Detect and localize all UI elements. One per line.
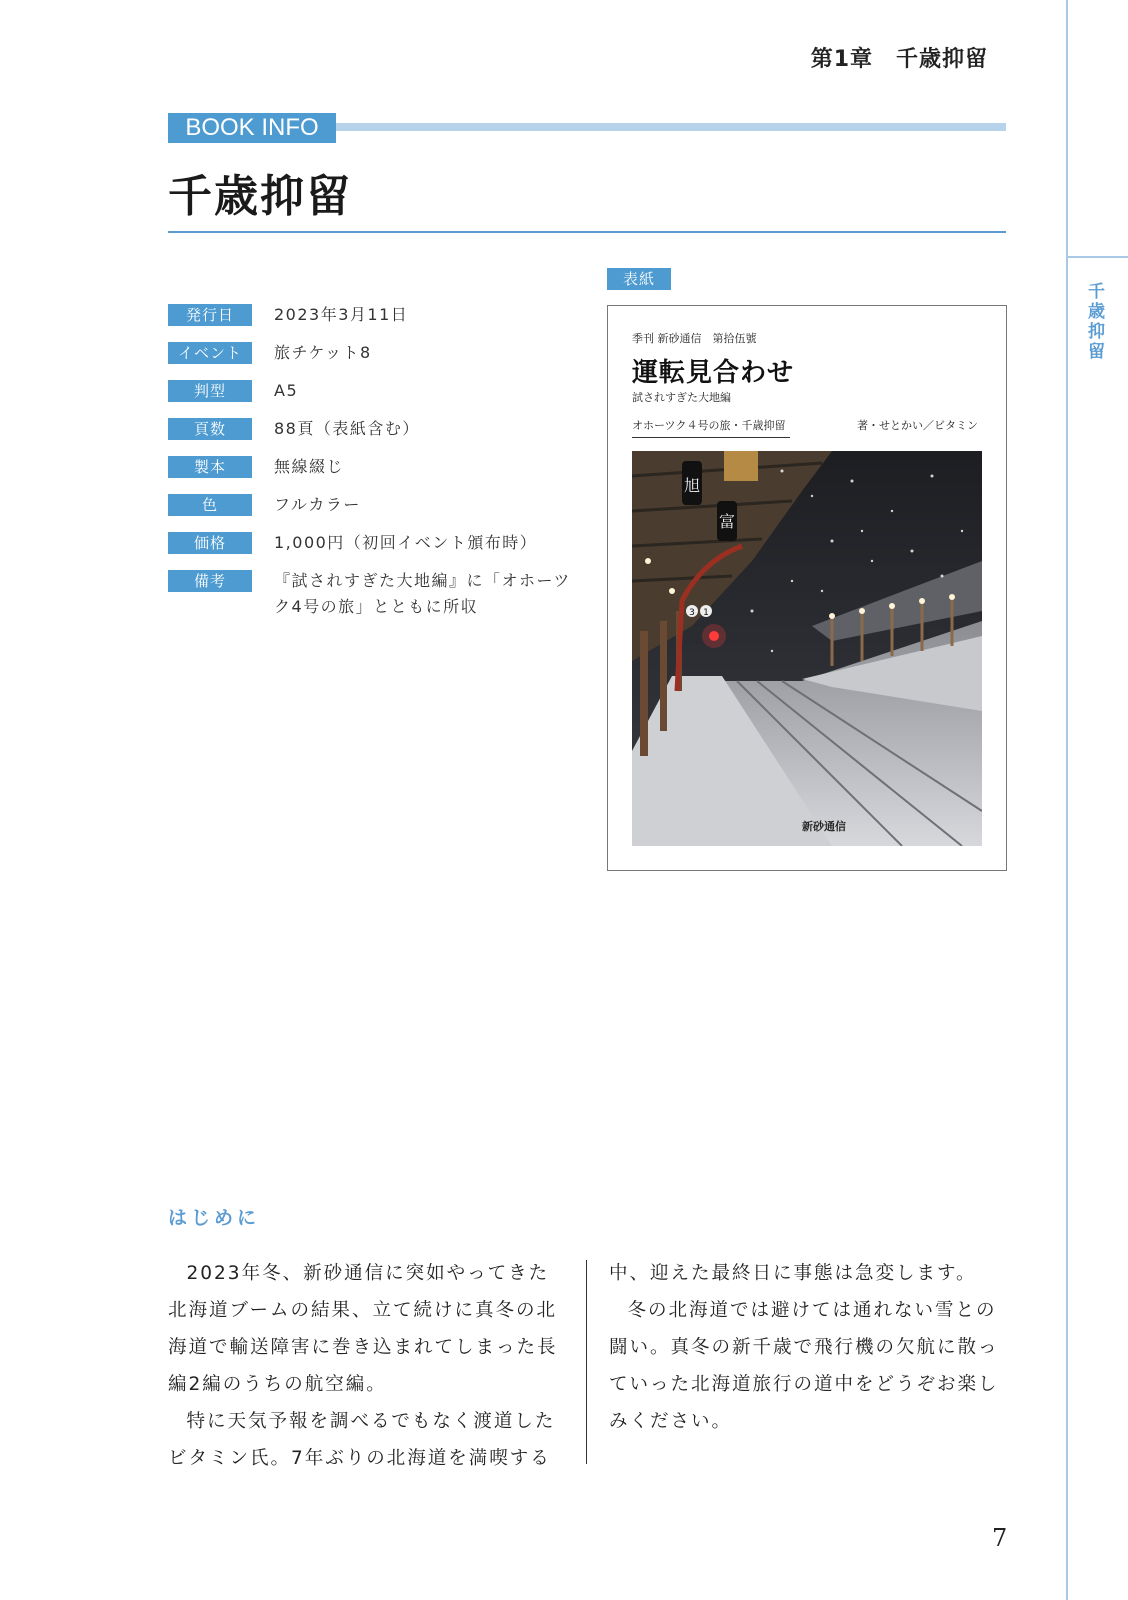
intro-heading: はじめに xyxy=(168,1207,261,1229)
info-value: フルカラー xyxy=(274,495,361,514)
title-rule xyxy=(168,231,1006,233)
cover-photo xyxy=(632,451,982,846)
side-tab-divider xyxy=(1068,256,1128,258)
info-label: 色 xyxy=(168,494,252,516)
cover-subtitle: 試されすぎた大地編 xyxy=(632,391,731,404)
intro-paragraph-continued: 中、迎えた最終日に事態は急変します。 xyxy=(609,1263,977,1284)
intro-left-column xyxy=(168,1255,568,1477)
info-row-notes xyxy=(168,570,578,620)
info-label: 価格 xyxy=(168,532,252,554)
cover-series: 季刊 新砂通信 第拾伍號 xyxy=(632,332,757,345)
track-number-1: 1 xyxy=(703,608,709,618)
info-value: 2023年3月11日 xyxy=(274,305,409,324)
info-label: 頁数 xyxy=(168,418,252,440)
book-info-banner xyxy=(168,113,1006,143)
book-info-bar xyxy=(336,123,1006,131)
info-label: 製本 xyxy=(168,456,252,478)
track-number-3: 3 xyxy=(689,608,695,618)
info-label: 備考 xyxy=(168,570,252,592)
column-divider xyxy=(586,1260,587,1464)
side-rule xyxy=(1066,0,1068,1600)
cover-publisher: 新砂通信 xyxy=(802,820,846,833)
book-cover xyxy=(607,305,1007,871)
info-value: A5 xyxy=(274,381,299,400)
chapter-header: 第1章 千歳抑留 xyxy=(810,47,988,72)
book-info-label: BOOK INFO xyxy=(168,113,336,143)
info-row-color xyxy=(168,494,578,518)
info-value: 『試されすぎた大地編』に「オホーツク4号の旅」とともに所収 xyxy=(274,571,571,616)
book-info-table xyxy=(168,304,578,634)
info-row-pages xyxy=(168,418,578,442)
info-row-format xyxy=(168,380,578,404)
info-value: 無線綴じ xyxy=(274,457,345,476)
intro-right-column xyxy=(609,1255,1009,1440)
info-value: 88頁（表紙含む） xyxy=(274,419,420,438)
cover-tagline: オホーツク４号の旅・千歳抑留 xyxy=(632,417,790,438)
intro-paragraph: 特に天気予報を調べるでもなく渡道したビタミン氏。7年ぶりの北海道を満喫する xyxy=(168,1411,556,1469)
info-label: 発行日 xyxy=(168,304,252,326)
info-label: イベント xyxy=(168,342,252,364)
info-row-issue-date xyxy=(168,304,578,328)
side-chapter-tab: 千歳抑留 xyxy=(1084,282,1104,362)
cover-title: 運転見合わせ xyxy=(632,358,795,388)
station-sign-2: 富 xyxy=(718,512,736,531)
book-title: 千歳抑留 xyxy=(168,171,352,222)
info-row-binding xyxy=(168,456,578,480)
page-number: 7 xyxy=(992,1524,1008,1552)
info-value: 旅チケット8 xyxy=(274,343,372,362)
info-label: 判型 xyxy=(168,380,252,402)
info-row-event xyxy=(168,342,578,366)
info-row-price xyxy=(168,532,578,556)
cover-label: 表紙 xyxy=(607,268,671,290)
intro-paragraph: 2023年冬、新砂通信に突如やってきた北海道ブームの結果、立て続けに真冬の北海道で輸送障害に巻き込まれてしまった長編2編のうちの航空編。 xyxy=(168,1263,558,1395)
snowy-station-photo xyxy=(632,451,982,846)
cover-author: 著・せとかい／ビタミン xyxy=(857,419,978,432)
info-value: 1,000円（初回イベント頒布時） xyxy=(274,533,538,552)
station-sign-1: 旭 xyxy=(683,476,701,495)
intro-paragraph: 冬の北海道では避けては通れない雪との闘い。真冬の新千歳で飛行機の欠航に散っていった北海道旅行の道中をどうぞお楽しみください。 xyxy=(609,1300,999,1432)
